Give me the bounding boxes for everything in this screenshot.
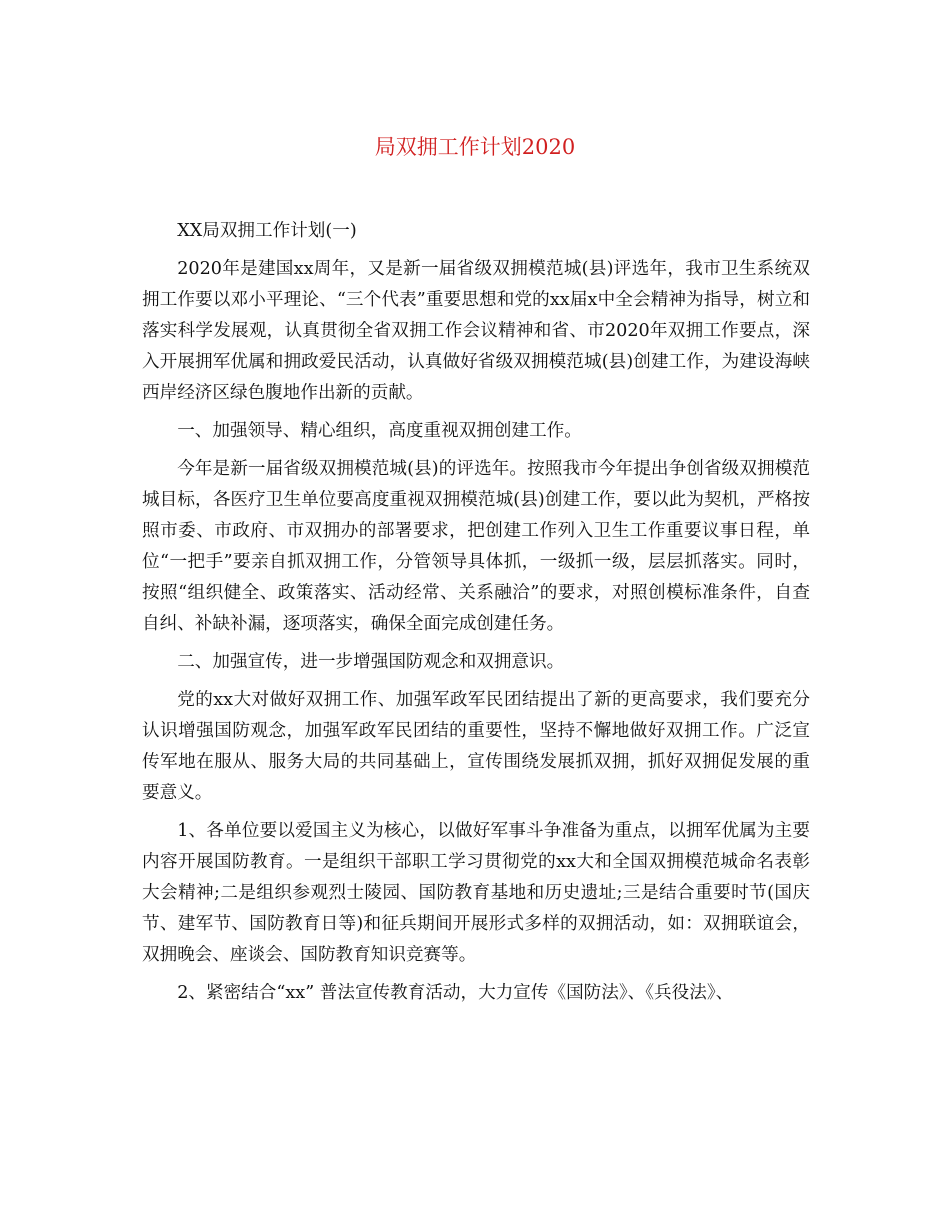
paragraph-item-2: 2、紧密结合“xx” 普法宣传教育活动，大力宣传《国防法》、《兵役法》、 xyxy=(177,983,734,1003)
paragraph-section-2: 党的xx大对做好双拥工作、加强军政军民团结提出了新的更高要求，我们要充分认识增强国防观念，加强军政军民团结的重要性，坚持不懈地做好双拥工作。广泛宣传军地在服从、服务大局的共同基础上，宣传围绕发展抓双拥，抓好双拥促发展的重要意义。 xyxy=(142,690,810,803)
paragraph-subtitle: XX局双拥工作计划(一) xyxy=(177,221,357,241)
paragraph-intro: 2020年是建国xx周年，又是新一届省级双拥模范城(县)评选年，我市卫生系统双拥工作要以邓小平理论、“三个代表”重要思想和党的xx届x中全会精神为指导，树立和落实科学发展观，认真贯彻全省双拥工作会议精神和省、市2020年双拥工作要点，深入开展拥军优属和拥政爱民活动，认真做好省级双拥模范城(县)创建工作，为建设海峡西岸经济区绿色腹地作出新的贡献。 xyxy=(142,259,810,403)
section-heading-2: 二、加强宣传，进一步增强国防观念和双拥意识。 xyxy=(177,652,565,672)
document-body xyxy=(142,216,810,1016)
document-title: 局双拥工作计划2020 xyxy=(374,135,576,159)
section-heading-1: 一、加强领导、精心组织，高度重视双拥创建工作。 xyxy=(177,421,582,441)
paragraph-item-1: 1、各单位要以爱国主义为核心，以做好军事斗争准备为重点，以拥军优属为主要内容开展国防教育。一是组织干部职工学习贯彻党的xx大和全国双拥模范城命名表彰大会精神;二是组织参观烈士陵园、国防教育基地和历史遗址;三是结合重要时节(国庆节、建军节、国防教育日等)和征兵期间开展形式多样的双拥活动，如：双拥联谊会，双拥晚会、座谈会、国防教育知识竞赛等。 xyxy=(142,821,810,965)
paragraph-section-1: 今年是新一届省级双拥模范城(县)的评选年。按照我市今年提出争创省级双拥模范城目标，各医疗卫生单位要高度重视双拥模范城(县)创建工作，要以此为契机，严格按照市委、市政府、市双拥办的部署要求，把创建工作列入卫生工作重要议事日程，单位“一把手”要亲自抓双拥工作，分管领导具体抓，一级抓一级，层层抓落实。同时，按照“组织健全、政策落实、活动经常、关系融洽”的要求，对照创模标准条件，自查自纠、补缺补漏，逐项落实，确保全面完成创建任务。 xyxy=(142,459,810,634)
